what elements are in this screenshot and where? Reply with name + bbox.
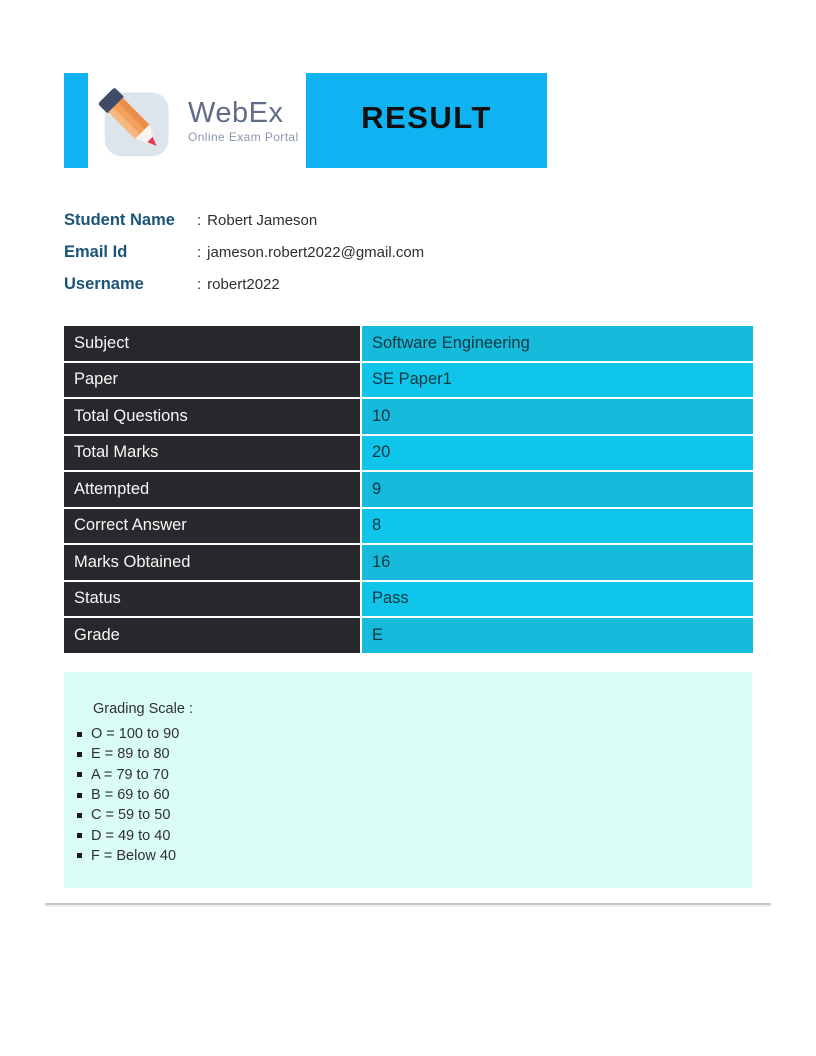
row-label: Subject xyxy=(64,326,360,361)
colon-separator: : xyxy=(197,275,202,293)
table-row-grade xyxy=(64,618,753,653)
row-label: Marks Obtained xyxy=(64,545,360,580)
pencil-icon xyxy=(98,77,182,165)
brand-tagline: Online Exam Portal xyxy=(188,129,299,144)
grading-item-text: A = 79 to 70 xyxy=(91,766,169,783)
bullet-square-icon xyxy=(77,853,82,858)
row-value: Pass xyxy=(362,582,753,617)
username-value: robert2022 xyxy=(207,275,280,293)
colon-separator: : xyxy=(197,243,202,261)
banner-left-strip xyxy=(64,73,88,168)
row-value: E xyxy=(362,618,753,653)
email-label: Email Id xyxy=(64,242,128,261)
brand-name: WebEx xyxy=(188,96,284,129)
grading-item-e xyxy=(64,744,752,764)
result-title: RESULT xyxy=(361,99,492,135)
header-banner xyxy=(64,73,547,168)
row-value: 9 xyxy=(362,472,753,507)
grading-item-d xyxy=(64,825,752,845)
table-row-correct-answer xyxy=(64,509,753,544)
result-banner xyxy=(306,73,547,168)
grading-item-text: D = 49 to 40 xyxy=(91,827,171,844)
email-value: jameson.robert2022@gmail.com xyxy=(207,243,425,261)
row-value: SE Paper1 xyxy=(362,363,753,398)
bullet-square-icon xyxy=(77,752,82,757)
email-row xyxy=(64,236,424,268)
row-value: 10 xyxy=(362,399,753,434)
table-row-total-questions xyxy=(64,399,753,434)
student-info xyxy=(64,204,424,300)
row-label: Grade xyxy=(64,618,360,653)
grading-item-c xyxy=(64,805,752,825)
student-name-label: Student Name xyxy=(64,210,175,229)
row-label: Status xyxy=(64,582,360,617)
bullet-square-icon xyxy=(77,732,82,737)
student-name-row xyxy=(64,204,424,236)
bullet-square-icon xyxy=(77,793,82,798)
row-label: Total Marks xyxy=(64,436,360,471)
student-name-value: Robert Jameson xyxy=(207,211,318,229)
grading-scale-title: Grading Scale : xyxy=(93,701,193,717)
table-row-marks-obtained xyxy=(64,545,753,580)
row-value: 16 xyxy=(362,545,753,580)
table-row-paper xyxy=(64,363,753,398)
brand-text xyxy=(188,98,299,144)
grading-item-o xyxy=(64,724,752,744)
row-label: Correct Answer xyxy=(64,509,360,544)
grading-item-text: O = 100 to 90 xyxy=(91,726,180,743)
grading-item-text: C = 59 to 50 xyxy=(91,807,171,824)
row-value: 20 xyxy=(362,436,753,471)
grading-item-text: B = 69 to 60 xyxy=(91,787,170,804)
username-label: Username xyxy=(64,274,144,293)
table-row-total-marks xyxy=(64,436,753,471)
grading-item-text: E = 89 to 80 xyxy=(91,746,170,763)
footer-divider xyxy=(45,903,771,905)
grading-scale-box xyxy=(64,672,752,888)
grading-item-b xyxy=(64,785,752,805)
grading-item-text: F = Below 40 xyxy=(91,847,177,864)
bullet-square-icon xyxy=(77,813,82,818)
row-label: Paper xyxy=(64,363,360,398)
table-row-subject xyxy=(64,326,753,361)
table-row-attempted xyxy=(64,472,753,507)
bullet-square-icon xyxy=(77,833,82,838)
row-value: Software Engineering xyxy=(362,326,753,361)
result-table xyxy=(64,326,753,655)
username-row xyxy=(64,268,424,300)
table-row-status xyxy=(64,582,753,617)
row-label: Attempted xyxy=(64,472,360,507)
bullet-square-icon xyxy=(77,772,82,777)
grading-item-a xyxy=(64,765,752,785)
brand-logo xyxy=(88,73,306,168)
row-value: 8 xyxy=(362,509,753,544)
grading-item-f xyxy=(64,846,752,866)
row-label: Total Questions xyxy=(64,399,360,434)
colon-separator: : xyxy=(197,211,202,229)
